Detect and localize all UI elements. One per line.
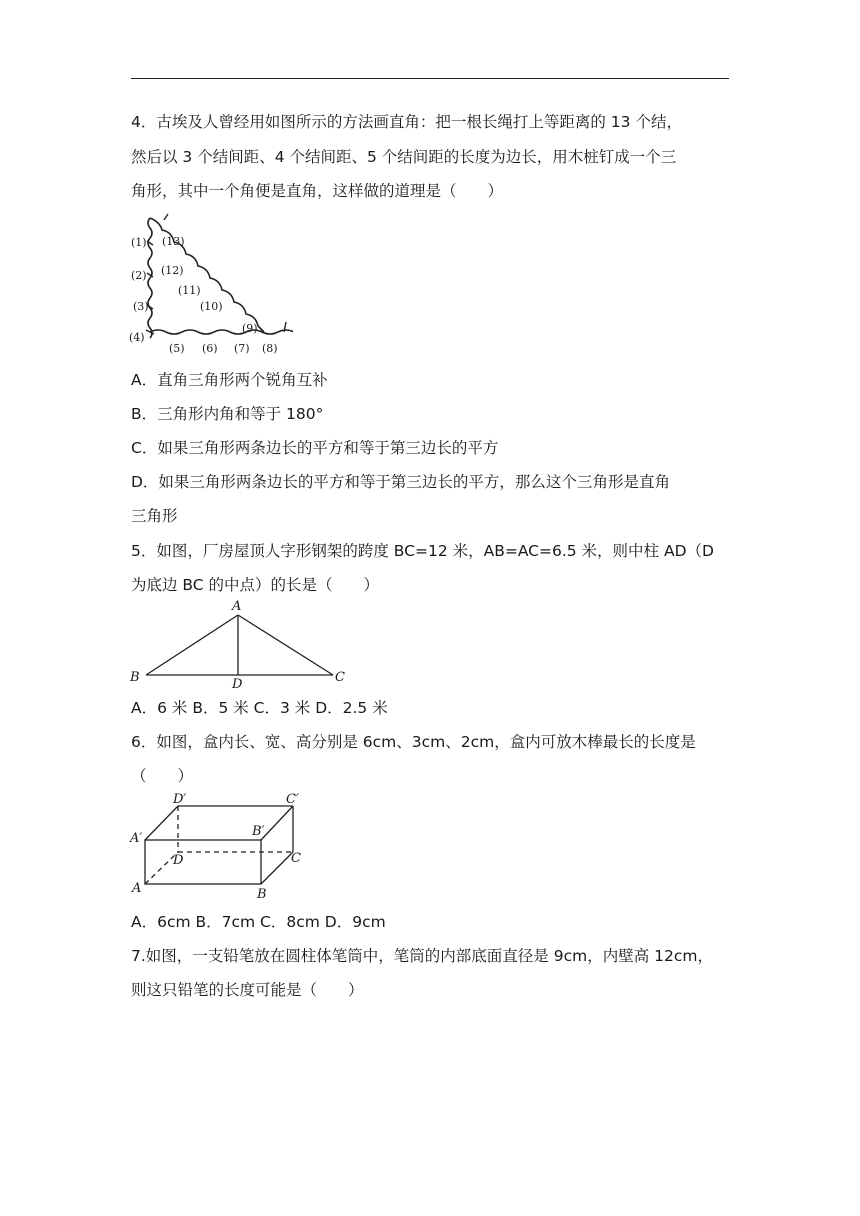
knot-label-9: (9) xyxy=(242,322,258,335)
q5-line-1: 5．如图，厂房屋顶人字形钢架的跨度 BC=12 米，AB=AC=6.5 米，则中柱 AD（D xyxy=(131,542,714,560)
point-label-c: C xyxy=(335,670,345,685)
header-rule xyxy=(131,78,729,79)
point-label-a: A xyxy=(232,599,242,614)
q6-box-figure xyxy=(128,790,313,902)
q6-line-2: （ ） xyxy=(131,767,194,785)
vertex-label-c: C xyxy=(291,851,301,866)
knot-label-2: (2) xyxy=(131,269,147,282)
knot-label-10: (10) xyxy=(200,300,223,313)
vertex-label-d: D xyxy=(173,853,184,868)
q4-option-d: D．如果三角形两条边长的平方和等于第三边长的平方，那么这个三角形是直角 xyxy=(131,473,670,491)
vertex-label-b-prime: B′ xyxy=(252,824,265,839)
q5-options: A．6 米 B．5 米 C．3 米 D．2.5 米 xyxy=(131,699,388,717)
knot-label-4: (4) xyxy=(129,331,145,344)
q5-line-2: 为底边 BC 的中点）的长是（ ） xyxy=(131,576,380,594)
knot-label-7: (7) xyxy=(234,342,250,355)
q4-option-a: A．直角三角形两个锐角互补 xyxy=(131,371,328,389)
knot-label-6: (6) xyxy=(202,342,218,355)
q7-line-1: 7.如图，一支铅笔放在圆柱体笔筒中，笔筒的内部底面直径是 9cm，内壁高 12cm， xyxy=(131,947,713,965)
q6-line-1: 6．如图，盒内长、宽、高分别是 6cm、3cm、2cm，盒内可放木棒最长的长度是 xyxy=(131,733,696,751)
point-label-d: D xyxy=(232,677,243,690)
vertex-label-b: B xyxy=(257,887,267,902)
q6-options: A．6cm B．7cm C．8cm D．9cm xyxy=(131,913,386,931)
knot-label-12: (12) xyxy=(161,264,184,277)
vertex-label-c-prime: C′ xyxy=(286,792,299,807)
q4-line-2: 然后以 3 个结间距、4 个结间距、5 个结间距的长度为边长，用木桩钉成一个三 xyxy=(131,148,677,166)
knot-label-3: (3) xyxy=(133,300,149,313)
q4-rope-triangle-figure xyxy=(128,208,293,356)
point-label-b: B xyxy=(130,670,140,685)
vertex-label-d-prime: D′ xyxy=(173,792,187,807)
knot-label-11: (11) xyxy=(178,284,201,297)
q4-line-1: 4．古埃及人曾经用如图所示的方法画直角：把一根长绳打上等距离的 13 个结， xyxy=(131,113,682,131)
q4-option-d-cont: 三角形 xyxy=(131,507,178,525)
q4-option-b: B．三角形内角和等于 180° xyxy=(131,405,324,423)
q7-line-2: 则这只铅笔的长度可能是（ ） xyxy=(131,981,364,999)
knot-label-8: (8) xyxy=(262,342,278,355)
vertex-label-a: A xyxy=(132,881,142,896)
knot-label-5: (5) xyxy=(169,342,185,355)
q4-line-3: 角形，其中一个角便是直角，这样做的道理是（ ） xyxy=(131,182,504,200)
knot-label-13: (13) xyxy=(162,235,185,248)
knot-label-1: (1) xyxy=(131,236,147,249)
q4-option-c: C．如果三角形两条边长的平方和等于第三边长的平方 xyxy=(131,439,499,457)
vertex-label-a-prime: A′ xyxy=(130,831,143,846)
q5-roof-truss-figure xyxy=(128,598,353,690)
